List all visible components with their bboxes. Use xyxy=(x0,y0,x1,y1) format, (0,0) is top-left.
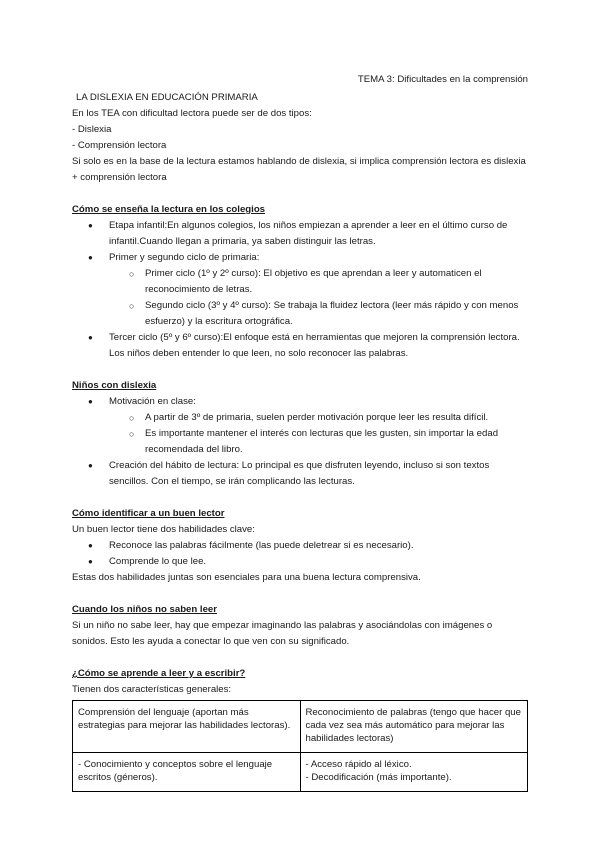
list-item: ● Creación del hábito de lectura: Lo principal es que disfruten leyendo, incluso si son textos sencillos. Con el tiempo, se irán complicando las lecturas. xyxy=(72,458,528,490)
list-item: ● Reconoce las palabras fácilmente (las puede deletrear si es necesario). xyxy=(72,538,528,554)
table-cell xyxy=(300,753,528,792)
paragraph: Estas dos habilidades juntas son esenciales para una buena lectura comprensiva. xyxy=(72,572,421,583)
sub-list-item: ○ Segundo ciclo (3º y 4º curso): Se trabaja la fluidez lectora (leer más rápido y con menos esfuerzo) y la escritura ortográfica. xyxy=(72,298,528,330)
section-heading: Cuando los niños no saben leer xyxy=(72,604,217,615)
sub-bullet-list xyxy=(109,266,528,330)
table-row xyxy=(73,701,528,753)
list-item: ● Etapa infantil:En algunos colegios, los niños empiezan a aprender a leer en el último curso de infantil.Cuando llegan a primaria, ya saben distinguir las letras. xyxy=(72,218,528,250)
list-item: ● Primer y segundo ciclo de primaria: ○ Primer ciclo (1º y 2º curso): El objetivo es que aprendan a leer y automaticen el reconocimiento de letras. ○ Segundo ciclo (3º y 4º curso): Se trabaja la fluidez lectora (leer más rápido y con menos esfuerzo) y la escritura ortográfica. xyxy=(72,250,528,330)
cell-line: - Acceso rápido al léxico. xyxy=(305,759,412,770)
sub-list-item: ○ Primer ciclo (1º y 2º curso): El objetivo es que aprendan a leer y automaticen el reconocimiento de letras. xyxy=(72,266,528,298)
table-row xyxy=(73,753,528,792)
section-heading: Cómo identificar a un buen lector xyxy=(72,508,225,519)
paragraph: Tienen dos características generales: xyxy=(72,684,232,695)
section-heading: Niños con dislexia xyxy=(72,380,157,391)
cell-line: - Decodificación (más importante). xyxy=(305,772,452,783)
intro-line: - Comprensión lectora xyxy=(72,140,167,151)
sub-bullet-list xyxy=(109,410,528,458)
list-item: ● Motivación en clase: ○ A partir de 3º de primaria, suelen perder motivación porque leer les resulta difícil. ○ Es importante mantener el interés con lecturas que les gusten, sin importar la edad recomendada del libro. xyxy=(72,394,528,458)
page-header: TEMA 3: Dificultades en la comprensión xyxy=(357,74,528,85)
intro-line: En los TEA con dificultad lectora puede ser de dos tipos: xyxy=(72,108,312,119)
bullet-list xyxy=(72,394,528,490)
sub-list-item: ○ Es importante mantener el interés con lecturas que les gusten, sin importar la edad recomendada del libro. xyxy=(72,426,528,458)
document-title: LA DISLEXIA EN EDUCACIÓN PRIMARIA xyxy=(76,92,258,103)
intro-line: - Dislexia xyxy=(72,124,112,135)
summary-table xyxy=(72,700,528,792)
list-item: ● Comprende lo que lee. xyxy=(72,554,528,570)
bullet-list xyxy=(72,218,528,362)
section-heading: ¿Cómo se aprende a leer y a escribir? xyxy=(72,668,246,679)
table-cell xyxy=(73,753,301,792)
bullet-list xyxy=(72,538,528,570)
table-cell: Reconocimiento de palabras (tengo que hacer que cada vez sea más automático para mejorar las habilidades lectoras) xyxy=(300,701,528,753)
intro-line: Si solo es en la base de la lectura estamos hablando de dislexia, si implica comprensión lectora es dislexia + comprensión lectora xyxy=(72,156,526,183)
sub-list-item: ○ A partir de 3º de primaria, suelen perder motivación porque leer les resulta difícil. xyxy=(72,410,528,426)
cell-line: - Conocimiento y conceptos sobre el lenguaje escritos (géneros). xyxy=(78,759,273,783)
paragraph: Un buen lector tiene dos habilidades clave: xyxy=(72,524,255,535)
table-cell: Comprensión del lenguaje (aportan más estrategias para mejorar las habilidades lectoras). xyxy=(73,701,301,753)
list-item: ● Tercer ciclo (5º y 6º curso):El enfoque está en herramientas que mejoren la comprensión lectora. Los niños deben entender lo que leen, no solo reconocer las palabras. xyxy=(72,330,528,362)
document-page xyxy=(72,72,528,792)
section-heading: Cómo se enseña la lectura en los colegios xyxy=(72,204,266,215)
paragraph: Si un niño no sabe leer, hay que empezar imaginando las palabras y asociándolas con imágenes o sonidos. Esto les ayuda a conectar lo que ven con su significado. xyxy=(72,620,493,647)
